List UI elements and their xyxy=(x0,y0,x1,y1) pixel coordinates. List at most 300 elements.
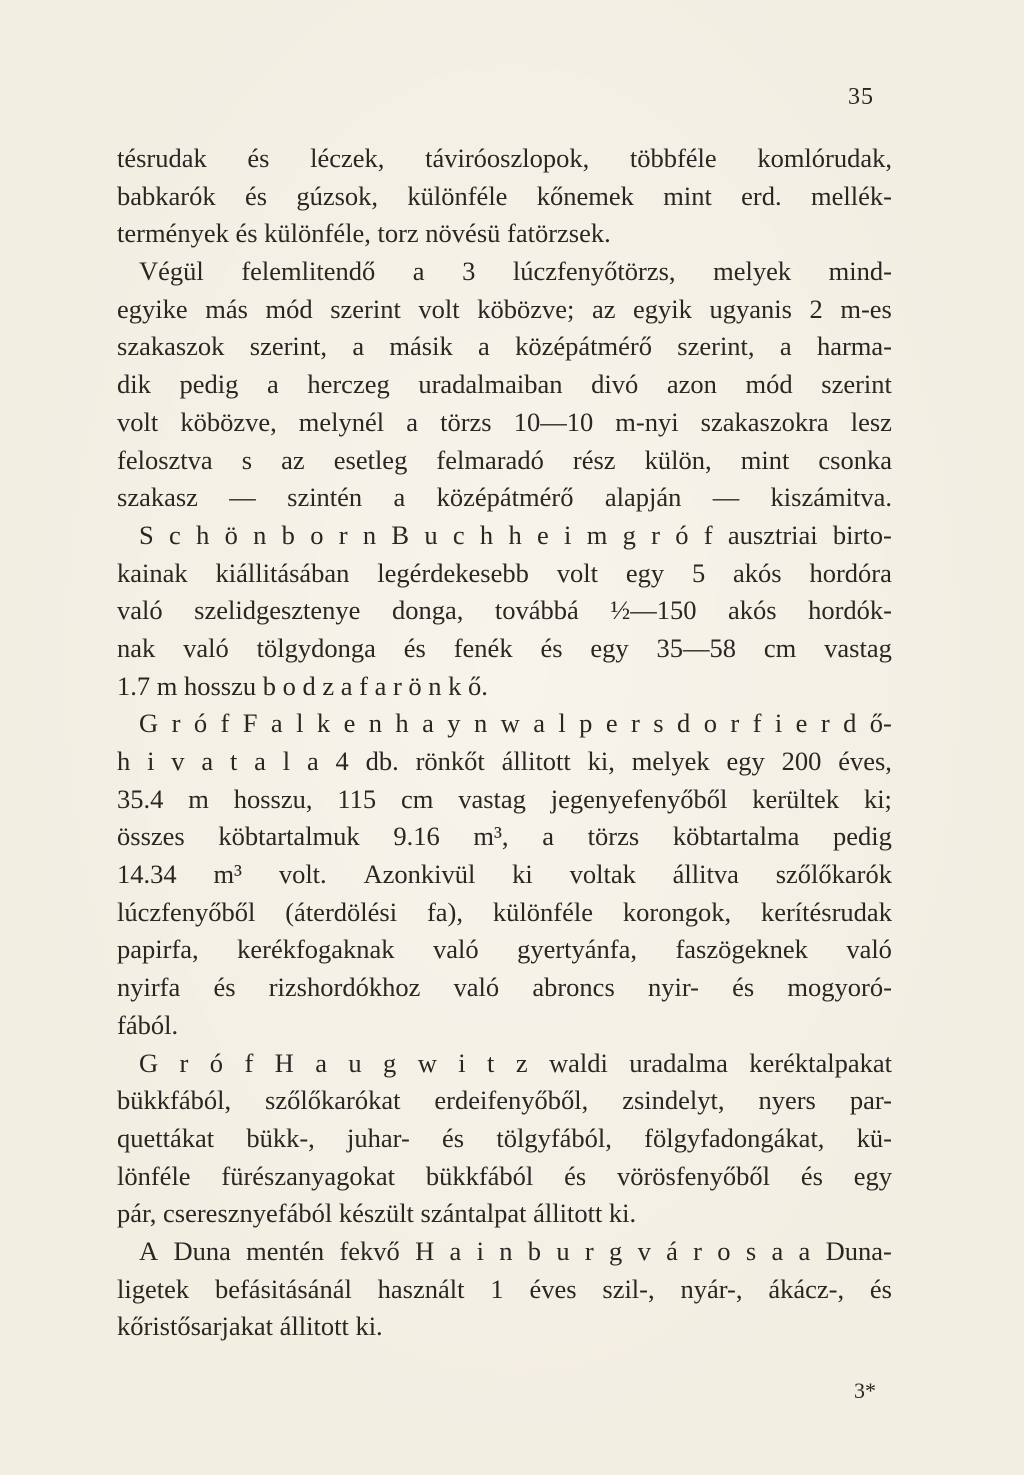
word: uradalmaiban xyxy=(418,369,563,400)
word: és xyxy=(800,1160,823,1191)
word: és xyxy=(869,1273,892,1304)
signature-mark: 3* xyxy=(854,1378,876,1403)
word: c xyxy=(169,519,181,550)
text-line xyxy=(117,931,892,969)
word: Duna xyxy=(173,1235,231,1266)
word: n xyxy=(368,708,382,739)
word: köbtartalma xyxy=(672,821,800,852)
text-line: fából. xyxy=(117,1009,179,1040)
word: pedig xyxy=(833,821,892,852)
text-line xyxy=(117,140,892,178)
word: kőnemek xyxy=(536,180,634,211)
word: táviróoszlopok, xyxy=(425,143,590,173)
word: különféle xyxy=(492,896,593,927)
word: i xyxy=(147,746,155,776)
word: waldi xyxy=(548,1047,608,1078)
word: ó xyxy=(675,519,689,550)
word: nyir- xyxy=(647,972,699,1003)
word: abroncs xyxy=(532,972,615,1003)
word: par- xyxy=(849,1085,892,1116)
word: szerint xyxy=(330,293,401,324)
word: Végül xyxy=(139,256,204,287)
word: babkarók xyxy=(117,180,216,211)
word: és xyxy=(247,143,270,173)
word: esetleg xyxy=(333,444,408,475)
word: m-es xyxy=(840,293,892,324)
word: 1 xyxy=(490,1273,504,1304)
word: a xyxy=(315,1047,327,1078)
word: w xyxy=(417,1047,437,1078)
word: mogyoró- xyxy=(787,972,892,1003)
word: mint xyxy=(663,180,712,211)
word: — xyxy=(229,482,256,513)
word: törzs xyxy=(587,821,640,852)
word: H xyxy=(415,1235,435,1266)
word: más xyxy=(205,293,248,324)
word: kerítésrudak xyxy=(760,896,892,927)
word: nyár-, xyxy=(680,1273,743,1304)
word: vastag xyxy=(458,783,526,814)
word: ligetek xyxy=(117,1273,190,1304)
word: nyirfa xyxy=(117,972,181,1003)
word: h xyxy=(395,708,409,739)
word: 35.4 xyxy=(117,783,164,814)
word: S xyxy=(139,519,154,550)
word: lesz xyxy=(850,406,892,437)
word: fürészanyagokat xyxy=(221,1160,396,1191)
word: gúzsok, xyxy=(296,180,379,211)
text-line xyxy=(117,291,892,329)
word: kainak xyxy=(117,557,188,588)
word: éves xyxy=(529,1273,577,1304)
word: kerékfogaknak xyxy=(237,934,395,965)
word: i xyxy=(476,1235,484,1266)
word: dik xyxy=(117,369,151,400)
word: e xyxy=(605,708,618,739)
word: a xyxy=(406,406,419,437)
word: i xyxy=(458,1047,466,1078)
word: harma- xyxy=(816,331,892,362)
word: juhar- xyxy=(347,1122,410,1153)
word: legérdekesebb xyxy=(377,557,529,588)
word: köbtartalmuk xyxy=(218,821,360,852)
word: k xyxy=(316,708,331,739)
word: á xyxy=(666,1235,678,1266)
word: és xyxy=(540,632,563,663)
word: ½—150 xyxy=(610,595,697,626)
word: a xyxy=(306,746,319,776)
word: 4 xyxy=(335,746,349,776)
text-line xyxy=(117,517,892,555)
word: és xyxy=(213,972,236,1003)
word: felosztva xyxy=(117,444,213,475)
word: hordók- xyxy=(808,595,892,626)
word: l xyxy=(296,708,304,739)
word: fenék xyxy=(453,632,513,663)
word: azon xyxy=(666,369,717,400)
word: kerültek xyxy=(752,783,840,814)
word: r xyxy=(179,1047,189,1078)
word: törzs xyxy=(440,406,492,437)
word: w xyxy=(500,708,520,739)
word: az xyxy=(281,444,305,475)
word: cm xyxy=(400,783,434,814)
word: és xyxy=(442,1122,465,1153)
word: — xyxy=(712,482,740,513)
word: összes xyxy=(117,821,185,852)
text-line xyxy=(117,178,892,216)
word: s xyxy=(653,708,664,739)
word: szakaszokra xyxy=(700,406,829,437)
word: rész xyxy=(572,444,616,475)
word: hordóra xyxy=(809,557,892,588)
word: tésrudak xyxy=(117,143,207,173)
word: a xyxy=(478,331,490,362)
word: l xyxy=(558,708,566,739)
word: bükkfából, xyxy=(117,1085,232,1116)
word: m³, xyxy=(473,821,509,852)
word: s xyxy=(241,444,253,475)
word: való xyxy=(453,972,500,1003)
word: b xyxy=(527,1235,542,1266)
word: voltak xyxy=(569,859,636,890)
word: v xyxy=(171,746,185,776)
word: G xyxy=(139,708,159,739)
word: r xyxy=(338,519,348,550)
word: m³ xyxy=(213,859,242,890)
word: b xyxy=(281,519,295,550)
word: f xyxy=(752,708,762,739)
word: akós xyxy=(733,557,782,588)
word: d xyxy=(677,708,691,739)
word: korongok, xyxy=(622,896,732,927)
word: lúczfenyőtörzs, xyxy=(512,256,676,287)
word: e xyxy=(343,708,356,739)
word: cm xyxy=(763,632,797,663)
word: n xyxy=(362,519,377,550)
word: h xyxy=(196,519,210,550)
word: az xyxy=(591,293,616,324)
word: v xyxy=(637,1235,651,1266)
word: donga, xyxy=(391,595,464,626)
word: quettákat xyxy=(117,1122,215,1153)
word: r xyxy=(584,1235,594,1266)
word: középátmérő xyxy=(436,482,574,513)
word: s xyxy=(745,1235,757,1266)
word: f xyxy=(244,1047,254,1078)
word: B xyxy=(391,519,410,550)
word: g xyxy=(383,1047,397,1078)
word: o xyxy=(310,519,324,550)
word: ki; xyxy=(863,783,892,814)
word: r xyxy=(693,1235,702,1266)
word: mentén xyxy=(246,1235,325,1266)
text-line xyxy=(117,818,892,856)
text-line xyxy=(117,1233,892,1271)
word: r xyxy=(820,708,830,739)
word: bükk-, xyxy=(246,1122,315,1153)
word: l xyxy=(282,746,291,776)
word: ausztriai xyxy=(727,519,818,550)
word: papirfa, xyxy=(117,934,199,965)
word: 35—58 xyxy=(656,632,737,663)
word: szőlőkarók xyxy=(775,859,892,890)
word: r xyxy=(651,519,660,550)
word: t xyxy=(229,746,238,776)
word: a xyxy=(270,708,283,739)
word: hosszu, xyxy=(233,783,313,814)
word: A xyxy=(139,1235,159,1266)
word: herczeg xyxy=(307,369,390,400)
word: faszögeknek xyxy=(675,934,808,965)
word: való xyxy=(433,934,479,965)
word: kiállitásában xyxy=(215,557,350,588)
word: léczek, xyxy=(310,143,385,173)
word: fa), xyxy=(426,896,464,927)
word: i xyxy=(564,519,572,550)
word: szakaszok xyxy=(117,331,225,362)
word: rizshordókhoz xyxy=(268,972,421,1003)
word: 3 xyxy=(462,256,476,287)
word: állitva xyxy=(672,859,739,890)
word: zsindelyt, xyxy=(622,1085,725,1116)
word: bükkfából xyxy=(425,1160,534,1191)
word: a xyxy=(393,482,406,513)
word: mód xyxy=(265,293,313,324)
word: nak xyxy=(117,632,156,663)
word: kü- xyxy=(856,1122,892,1153)
word: szerint, xyxy=(249,331,328,362)
word: divó xyxy=(591,369,639,400)
text-line xyxy=(117,366,892,404)
text-line xyxy=(117,969,892,1007)
word: y xyxy=(447,708,461,739)
word: n xyxy=(473,708,488,739)
word: mellék- xyxy=(810,180,892,211)
word: nyers xyxy=(758,1085,816,1116)
word: éves, xyxy=(838,746,892,776)
word: ki xyxy=(512,859,533,890)
word: állitott xyxy=(501,746,571,776)
word: m xyxy=(586,519,608,550)
text-line xyxy=(117,1120,892,1158)
text-line xyxy=(117,1082,892,1120)
word: g xyxy=(622,519,636,550)
word: ki, xyxy=(587,746,615,776)
word: a xyxy=(542,821,554,852)
word: középátmérő xyxy=(515,331,652,362)
word: lönféle xyxy=(117,1160,191,1191)
text-line xyxy=(117,1158,892,1196)
word: ö xyxy=(224,519,238,550)
word: és xyxy=(732,972,755,1003)
word: szelidgesztenye xyxy=(194,595,361,626)
word: u xyxy=(348,1047,362,1078)
word: d xyxy=(843,708,857,739)
word: és xyxy=(403,632,426,663)
word: f xyxy=(220,708,230,739)
word: komlórudak, xyxy=(757,143,892,173)
word: a xyxy=(412,256,425,287)
word: 5 xyxy=(691,557,706,588)
word: F xyxy=(242,708,258,739)
word: m-nyi xyxy=(615,406,679,437)
text-line xyxy=(117,328,892,366)
word: a xyxy=(449,1235,462,1266)
word: felemlitendő xyxy=(241,256,376,287)
word: egy xyxy=(590,632,629,663)
word: vastag xyxy=(824,632,892,663)
word: a xyxy=(533,708,545,739)
word: szerint xyxy=(821,369,892,400)
word: melynél xyxy=(298,406,385,437)
word: egy xyxy=(853,1160,892,1191)
word: alapján xyxy=(604,482,682,513)
word: f xyxy=(703,519,713,550)
word: a xyxy=(779,331,792,362)
word: szintén xyxy=(287,482,363,513)
text-line xyxy=(117,1045,892,1083)
text-line xyxy=(117,743,892,781)
word: köbözve; xyxy=(477,293,575,324)
text-line: 1.7 m hosszu b o d z a f a r ö n k ő. xyxy=(117,670,488,701)
word: többféle xyxy=(629,143,717,173)
word: egyike xyxy=(117,293,188,324)
word: kiszámitva. xyxy=(770,482,892,513)
word: volt. xyxy=(278,859,327,890)
word: a xyxy=(201,746,214,776)
word: n xyxy=(253,519,267,550)
word: gyertyánfa, xyxy=(517,934,637,965)
word: e xyxy=(536,519,549,550)
word: 14.34 xyxy=(117,859,177,890)
word: erd. xyxy=(741,180,782,211)
word: p xyxy=(579,708,593,739)
word: r xyxy=(730,708,740,739)
word: szakasz xyxy=(117,482,198,513)
word: ugyanis xyxy=(709,293,792,324)
word: rönkőt xyxy=(415,746,485,776)
word: o xyxy=(717,1235,731,1266)
word: vörösfenyőből xyxy=(616,1160,771,1191)
word: 200 xyxy=(781,746,822,776)
word: h xyxy=(508,519,522,550)
word: z xyxy=(515,1047,528,1078)
word: tölgydonga xyxy=(256,632,376,663)
text-line xyxy=(117,1271,892,1309)
text-line xyxy=(117,592,892,630)
word: és xyxy=(244,180,268,211)
word: c xyxy=(452,519,465,550)
text-line xyxy=(117,479,892,517)
word: befásitásánál xyxy=(214,1273,352,1304)
word: 115 xyxy=(337,783,377,814)
text-line xyxy=(117,894,892,932)
word: i xyxy=(774,708,783,739)
word: keréktalpakat xyxy=(749,1047,892,1078)
word: 10—10 xyxy=(513,406,594,437)
word: m xyxy=(188,783,209,814)
word: szőlőkarókat xyxy=(265,1085,401,1116)
word: mind- xyxy=(828,256,892,287)
word: 2 xyxy=(809,293,823,324)
word: t xyxy=(487,1047,495,1078)
word: ákácz-, xyxy=(768,1273,845,1304)
word: volt xyxy=(418,293,460,324)
body-text xyxy=(117,140,892,1346)
word: mód xyxy=(745,369,793,400)
word: egy xyxy=(625,557,665,588)
word: 9.16 xyxy=(393,821,440,852)
word: továbbá xyxy=(494,595,579,626)
word: külön, xyxy=(644,444,712,475)
word: csonka xyxy=(818,444,892,475)
text-line xyxy=(117,630,892,668)
text-line: termények és különféle, torz növésü fatörzsek. xyxy=(117,218,611,249)
text-line xyxy=(117,404,892,442)
word: köbözve, xyxy=(180,406,277,437)
word: felmaradó xyxy=(436,444,544,475)
word: u xyxy=(556,1235,570,1266)
word: mint xyxy=(740,444,790,475)
word: a xyxy=(422,708,434,739)
word: a xyxy=(352,331,365,362)
word: Azonkivül xyxy=(363,859,476,890)
text-line xyxy=(117,555,892,593)
word: (áterdölési xyxy=(285,896,398,927)
text-line: pár, cseresznyefából készült szántalpat állitott ki. xyxy=(117,1198,637,1229)
text-line xyxy=(117,442,892,480)
page-number: 35 xyxy=(848,84,874,110)
word: való xyxy=(183,632,229,663)
word: való xyxy=(846,934,892,965)
word: szerint, xyxy=(677,331,755,362)
word: h xyxy=(479,519,494,550)
word: és xyxy=(564,1160,587,1191)
word: jegenyefenyőből xyxy=(550,783,728,814)
text-line xyxy=(117,253,892,291)
word: uradalma xyxy=(629,1047,728,1078)
word: pedig xyxy=(179,369,239,400)
word: G xyxy=(139,1047,159,1078)
word: Duna- xyxy=(825,1235,892,1266)
word: tölgyfából, xyxy=(496,1122,612,1153)
word: e xyxy=(795,708,808,739)
word: másik xyxy=(389,331,453,362)
word: ő- xyxy=(869,708,892,739)
word: akós xyxy=(727,595,777,626)
word: fölgyfadongákat, xyxy=(644,1122,825,1153)
word: különféle xyxy=(407,180,508,211)
word: a xyxy=(254,746,266,776)
word: a xyxy=(771,1235,784,1266)
word: db. xyxy=(365,746,399,776)
word: melyek xyxy=(631,746,710,776)
word: való xyxy=(117,595,163,626)
word: fekvő xyxy=(339,1235,400,1266)
text-line xyxy=(117,856,892,894)
word: volt xyxy=(117,406,159,437)
word: r xyxy=(171,708,181,739)
word: u xyxy=(424,519,438,550)
word: szil-, xyxy=(602,1273,655,1304)
word: o xyxy=(703,708,717,739)
word: ó xyxy=(209,1047,224,1078)
word: melyek xyxy=(713,256,792,287)
word: a xyxy=(798,1235,811,1266)
word: egy xyxy=(726,746,765,776)
word: ó xyxy=(193,708,208,739)
